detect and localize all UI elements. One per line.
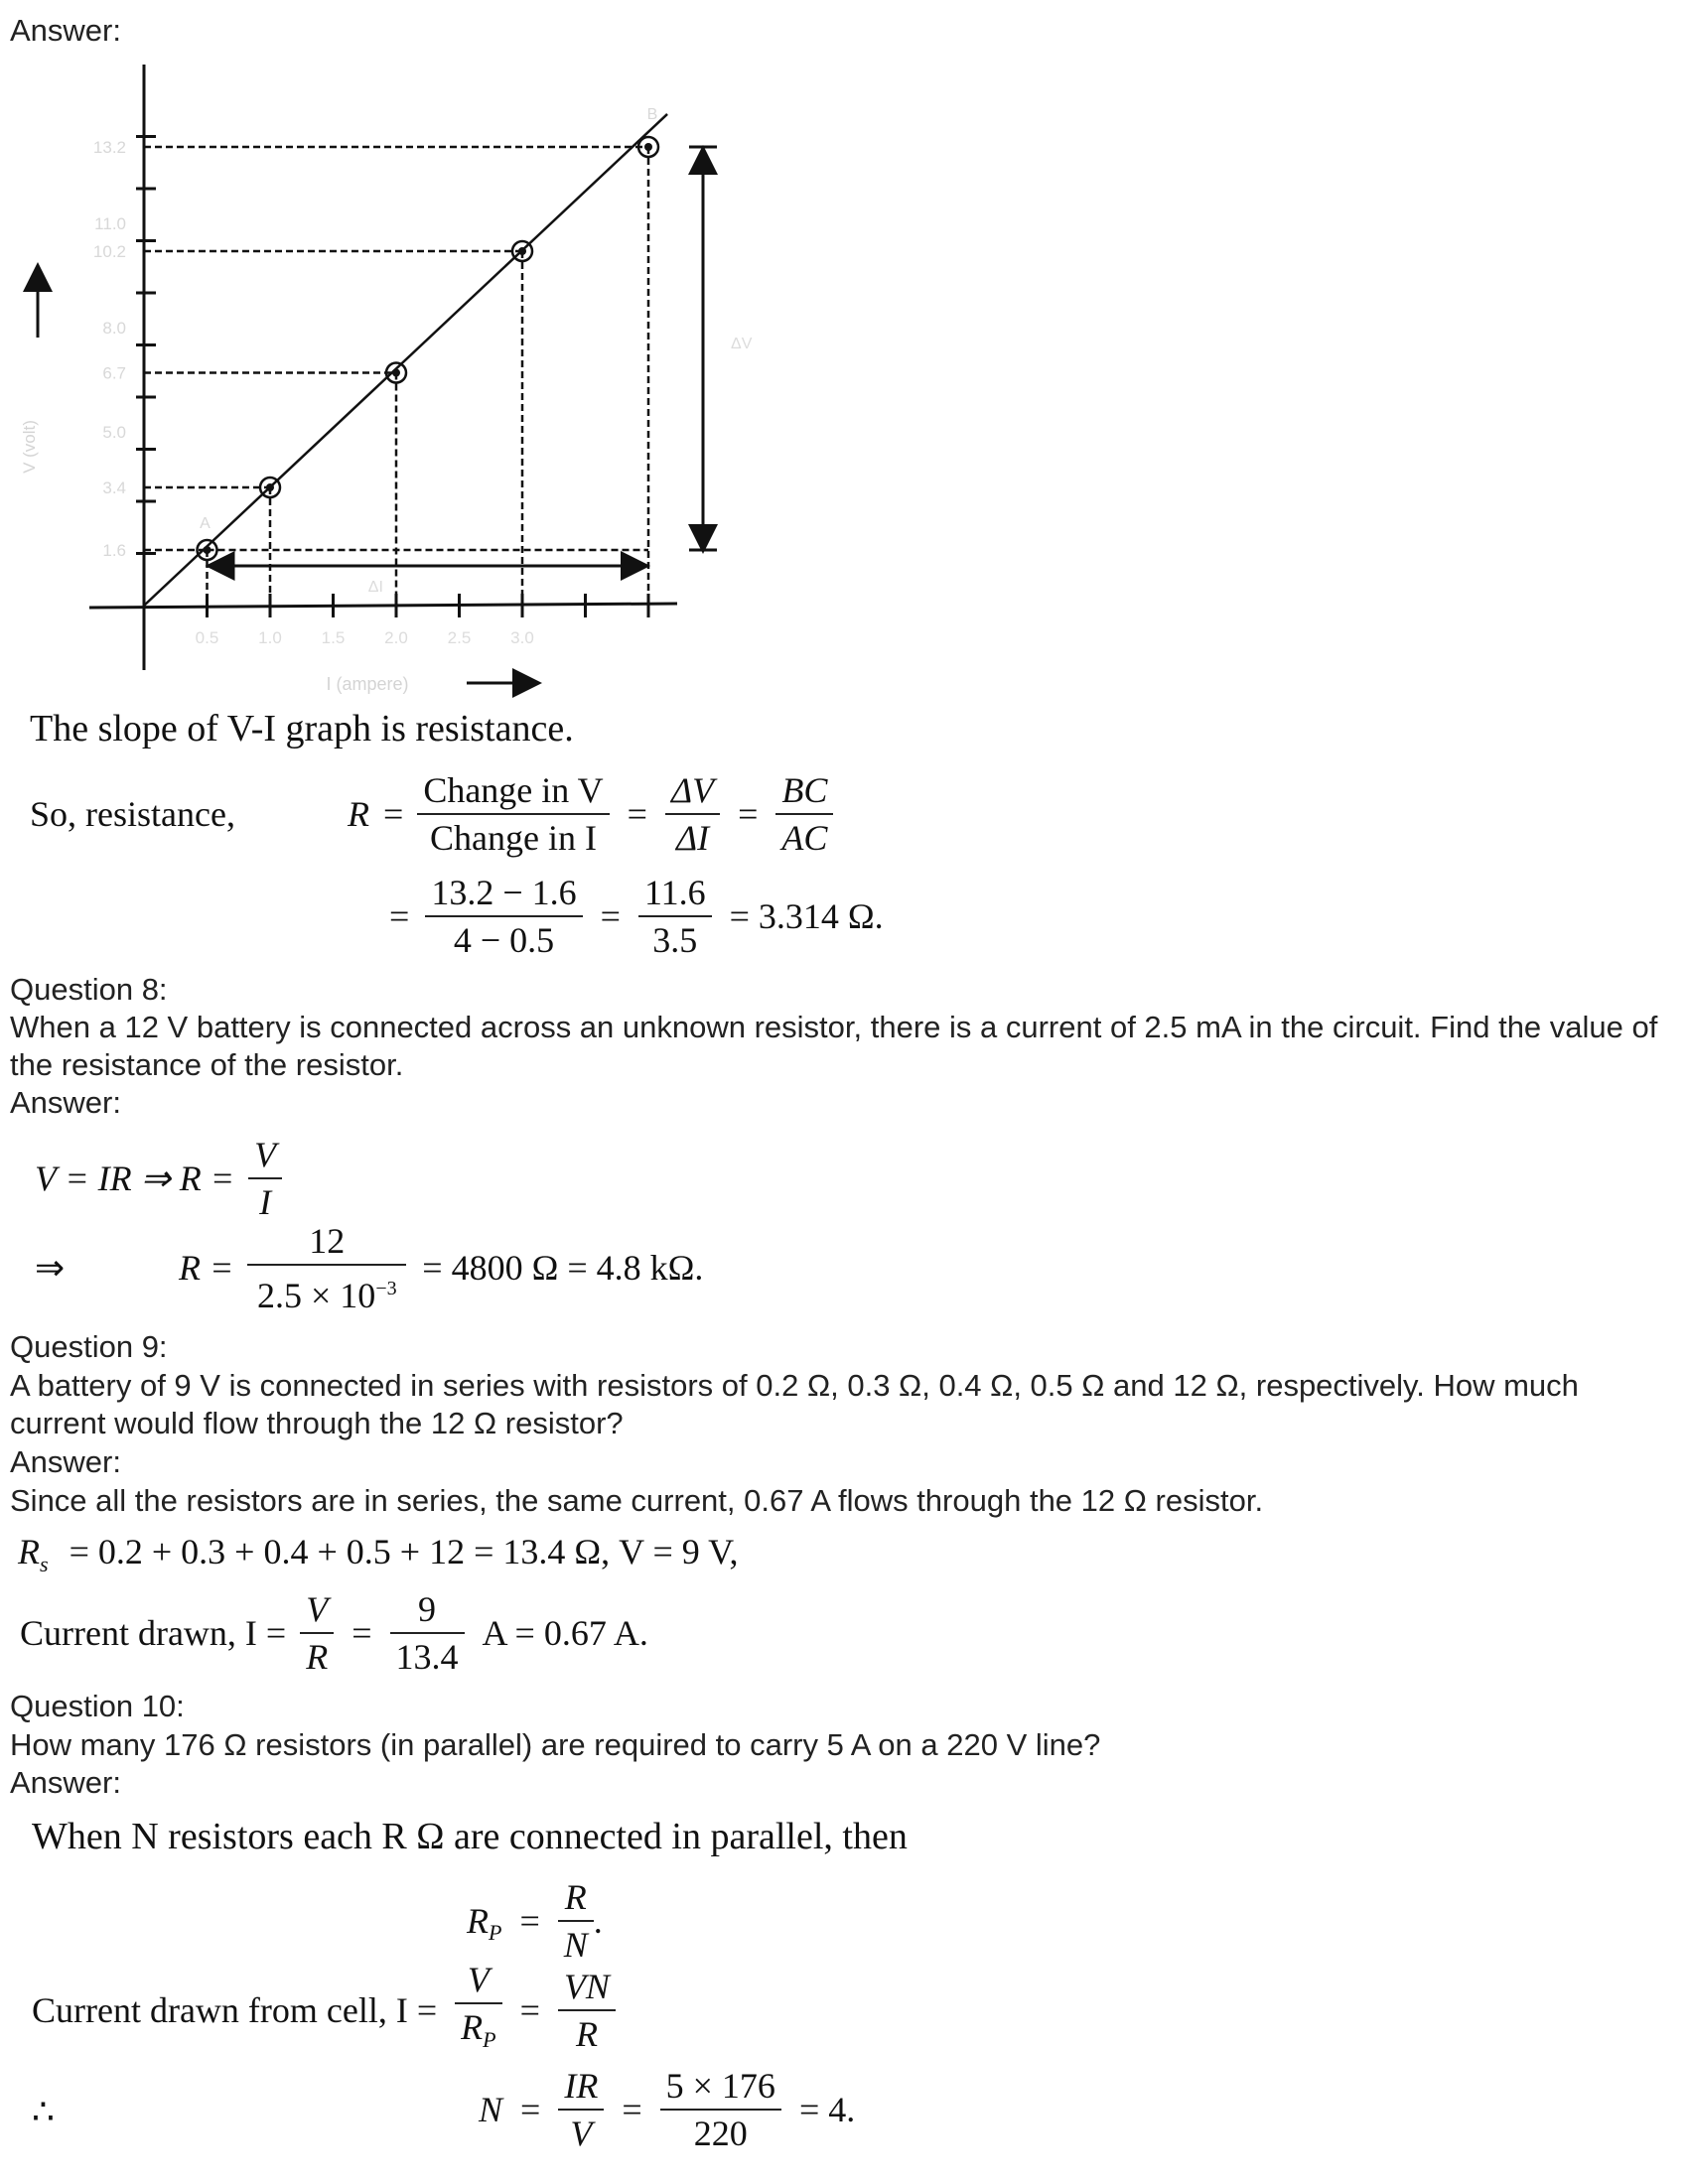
frac-den: R bbox=[575, 2014, 598, 2054]
fraction-change bbox=[417, 767, 609, 861]
data-point bbox=[392, 369, 400, 377]
q10-answer-label: Answer: bbox=[10, 1765, 121, 1800]
frac-num: V bbox=[254, 1135, 277, 1174]
rs-symbol: R bbox=[18, 1532, 40, 1571]
current-from-cell-label: Current drawn from cell, I = bbox=[32, 1990, 438, 2030]
equals-sign: = bbox=[600, 896, 621, 936]
fraction-9-over-13-4 bbox=[390, 1586, 465, 1680]
fraction-r-over-n bbox=[558, 1874, 594, 1968]
y-tick-label: 13.2 bbox=[92, 138, 126, 157]
rs-subscript: s bbox=[40, 1552, 49, 1577]
q10-n-equation: ∴ N = $\frac{IR}{V}$ = $\frac{5 \times 176}{220}$ = 4. bbox=[32, 2055, 1025, 2164]
y-tick-label: 5.0 bbox=[102, 423, 126, 442]
q10-current-equation: Current drawn from cell, I = $\frac{V}{R_P}$ = $\frac{VN}{R}$ bbox=[32, 1956, 616, 2065]
y-axis-title: V (volt) bbox=[20, 420, 39, 474]
x-tick-label: 1.5 bbox=[321, 628, 346, 647]
n-result: = 4. bbox=[798, 2090, 856, 2129]
rp-symbol: R bbox=[467, 1901, 489, 1941]
frac-num: 12 bbox=[309, 1220, 346, 1261]
q9-summary: Since all the resistors are in series, the same current, 0.67 A flows through the 12 Ω resistor. bbox=[10, 1483, 1264, 1518]
R-symbol: R bbox=[348, 794, 369, 834]
fraction-result bbox=[638, 870, 712, 963]
resistance-equation-row1 bbox=[30, 759, 833, 869]
q9-text: A battery of 9 V is connected in series with resistors of 0.2 Ω, 0.3 Ω, 0.4 Ω, 0.5 Ω and 12 Ω, respectively. How much current would flow through the 12 Ω resistor? bbox=[10, 1368, 1579, 1440]
y-tick-label: 1.6 bbox=[102, 541, 126, 560]
frac-den: ΔI bbox=[675, 818, 710, 858]
frac-num: 13.2 − 1.6 bbox=[431, 873, 577, 912]
x-tick-label: 2.5 bbox=[447, 628, 472, 647]
q8-result: = 4800 Ω = 4.8 kΩ. bbox=[422, 1248, 704, 1288]
q9-rs-equation bbox=[18, 1531, 739, 1577]
label-point-b: B bbox=[646, 106, 658, 123]
label-delta-v: ΔV bbox=[731, 336, 753, 352]
frac-num: 11.6 bbox=[643, 873, 706, 912]
so-resistance-label: So, resistance, bbox=[30, 794, 235, 834]
y-tick-label: 8.0 bbox=[102, 319, 126, 338]
frac-den: 4 − 0.5 bbox=[453, 920, 555, 960]
fraction-diff bbox=[425, 870, 582, 963]
n-symbol: N bbox=[479, 2090, 503, 2129]
frac-num: V bbox=[467, 1960, 490, 2000]
frac-num: IR bbox=[564, 2066, 599, 2106]
y-tick-label: 10.2 bbox=[92, 242, 126, 261]
den-base: R bbox=[461, 2007, 484, 2048]
fraction-vn-over-r bbox=[558, 1964, 616, 2057]
q9-result: A = 0.67 A. bbox=[482, 1613, 648, 1653]
frac-num: VN bbox=[563, 1967, 610, 2006]
therefore-symbol: ∴ bbox=[32, 2092, 55, 2131]
vi-graph bbox=[0, 40, 753, 735]
equals-sign: = bbox=[738, 794, 759, 834]
fraction-12-over-current bbox=[247, 1218, 406, 1318]
x-tick-label: 1.0 bbox=[258, 628, 282, 647]
answer-label: Answer: bbox=[10, 13, 121, 48]
x-axis bbox=[89, 604, 677, 608]
frac-num: 5 × 176 bbox=[665, 2066, 775, 2106]
frac-den: V bbox=[570, 2114, 593, 2153]
q8-answer-label: Answer: bbox=[10, 1085, 121, 1120]
fraction-v-over-i bbox=[248, 1132, 282, 1225]
frac-den: I bbox=[259, 1182, 272, 1222]
frac-den: 13.4 bbox=[395, 1637, 459, 1677]
q9-current-equation: Current drawn, I = $\frac{V}{R}$ = $\frac{9}{13.4}$ A = 0.67 A. bbox=[20, 1578, 648, 1688]
frac-num: V bbox=[306, 1589, 329, 1629]
rs-expression: = 0.2 + 0.3 + 0.4 + 0.5 + 12 = 13.4 Ω, V = 9 V, bbox=[69, 1532, 739, 1571]
frac-den: 3.5 bbox=[652, 920, 698, 960]
x-tick-label: 2.0 bbox=[384, 628, 408, 647]
x-tick-label: 3.0 bbox=[510, 628, 534, 647]
data-point bbox=[644, 143, 652, 151]
implies-symbol: ⇒ bbox=[35, 1248, 66, 1288]
frac-num: ΔV bbox=[670, 770, 715, 810]
fraction-ir-over-v bbox=[558, 2063, 604, 2156]
label-point-a: A bbox=[200, 515, 211, 532]
fraction-v-over-rp bbox=[455, 1957, 501, 2063]
q8-equation-row2 bbox=[35, 1213, 703, 1322]
frac-num: BC bbox=[781, 770, 828, 810]
q9-answer-label: Answer: bbox=[10, 1444, 121, 1479]
frac-num: R bbox=[564, 1877, 587, 1917]
q10-text: How many 176 Ω resistors (in parallel) are required to carry 5 A on a 220 V line? bbox=[10, 1727, 1101, 1762]
x-tick-label: 0.5 bbox=[195, 628, 219, 647]
r-equals: R = bbox=[179, 1248, 234, 1288]
slope-statement-text: The slope of V-I graph is resistance. bbox=[30, 708, 574, 750]
y-tick-label: 6.7 bbox=[102, 363, 126, 383]
frac-num: 9 bbox=[418, 1589, 437, 1629]
den-subscript: P bbox=[483, 2027, 496, 2053]
q9-title: Question 9: bbox=[10, 1329, 168, 1364]
q10-title: Question 10: bbox=[10, 1689, 185, 1723]
equals-sign: = bbox=[627, 794, 647, 834]
data-point bbox=[266, 483, 274, 491]
frac-den: Change in I bbox=[429, 818, 597, 858]
den-exponent: −3 bbox=[375, 1277, 397, 1299]
q8-text: When a 12 V battery is connected across an unknown resistor, there is a current of 2.5 mA in the circuit. Find the value of the resistance of the resistor. bbox=[10, 1010, 1658, 1082]
y-tick-label: 11.0 bbox=[94, 214, 126, 233]
den-base: 2.5 × 10 bbox=[257, 1275, 376, 1315]
frac-den bbox=[251, 1266, 403, 1318]
x-axis-title: I (ampere) bbox=[326, 674, 409, 694]
rp-subscript: P bbox=[489, 1920, 502, 1945]
frac-den: AC bbox=[781, 818, 828, 858]
data-point bbox=[518, 247, 526, 255]
frac-den: N bbox=[563, 1925, 588, 1965]
resistance-result: = 3.314 Ω. bbox=[729, 896, 884, 936]
slope-statement bbox=[30, 707, 574, 751]
equals-sign: = bbox=[389, 896, 410, 936]
q10-intro: When N resistors each R Ω are connected in parallel, then bbox=[32, 1816, 908, 1857]
frac-num: Change in V bbox=[423, 770, 604, 810]
equals-sign: = bbox=[383, 794, 404, 834]
resistance-equation-row2 bbox=[389, 862, 884, 971]
frac-den: R bbox=[306, 1637, 329, 1677]
fraction-v-over-r bbox=[300, 1586, 334, 1680]
q10-rp-equation: R $_P$ = $\frac{R}{N}$ . bbox=[467, 1866, 603, 1976]
fraction-5x176-over-220 bbox=[660, 2063, 781, 2156]
q8-title: Question 8: bbox=[10, 972, 168, 1007]
y-tick-label: 3.4 bbox=[102, 478, 126, 497]
fraction-delta bbox=[665, 767, 720, 861]
vi-line bbox=[144, 114, 667, 606]
ohm-law-text: V = IR ⇒ R = bbox=[35, 1159, 235, 1198]
frac-den: 220 bbox=[693, 2114, 748, 2153]
fraction-bc-ac bbox=[775, 767, 833, 861]
current-drawn-label: Current drawn, I = bbox=[20, 1613, 287, 1653]
label-delta-i: ΔI bbox=[367, 579, 383, 596]
